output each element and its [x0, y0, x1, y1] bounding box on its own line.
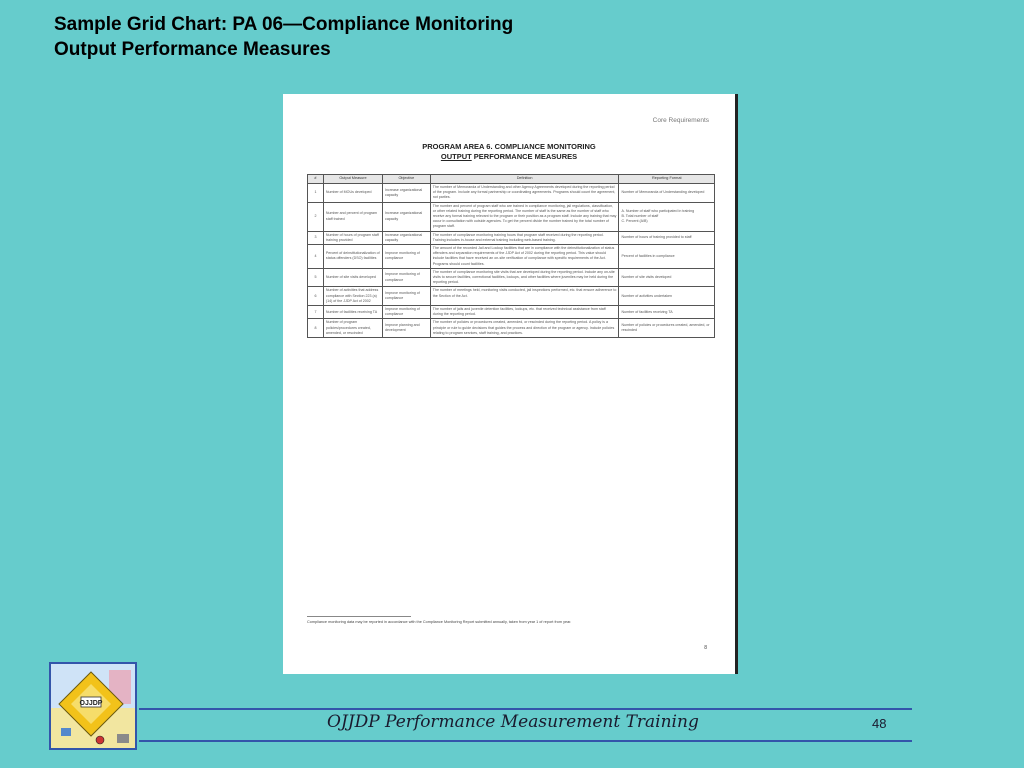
reporting-format-item: B. Total number of staff	[621, 214, 659, 219]
row-number-cell: 2	[308, 202, 324, 231]
reporting-format-list	[621, 209, 712, 225]
table-row	[308, 319, 715, 338]
col-objective-header: Objective	[383, 175, 431, 184]
footer-title: OJJDP Performance Measurement Training	[327, 712, 699, 732]
definition-cell: The number of meetings held, monitoring visits conducted, jail inspections performed, etc. that ensure adherence to the Section of the Act.	[430, 287, 619, 306]
footer-bottom-rule	[139, 740, 912, 742]
objective-cell: Improve monitoring of compliance	[383, 306, 431, 319]
table-body	[308, 184, 715, 338]
document-heading	[283, 142, 735, 162]
row-number-cell: 4	[308, 245, 324, 269]
reporting-format-cell	[619, 287, 715, 306]
table-row	[308, 287, 715, 306]
output-measure-cell: Percent of deinstitutionalization of status offenders (DSO) facilities	[323, 245, 382, 269]
slide-title	[54, 12, 754, 62]
definition-cell: The number of policies or procedures created, amended, or rescinded during the reporting period. A policy is a principle or rule to guide decisions that guides the process and direction of the program or agency. Include policies relating to program services, staff training, and practices.	[430, 319, 619, 338]
slide-title-line-1: Sample Grid Chart: PA 06—Compliance Monitoring	[54, 14, 514, 35]
ojjdp-logo	[49, 662, 137, 750]
heading-output-word: OUTPUT	[440, 152, 472, 161]
col-reporting-header: Reporting Format	[619, 175, 715, 184]
output-measure-cell: Number of hours of program staff training provided	[323, 231, 382, 244]
definition-cell: The number of Memoranda of Understanding and other Agency Agreements developed during the reporting period of the program. Include any formal partnership or coordinating agreements. Programs should count the agreement, not parties.	[430, 184, 619, 203]
output-measure-cell: Number of facilities receiving TA	[323, 306, 382, 319]
objective-cell: Improve planning and development	[383, 319, 431, 338]
reporting-format-item: Percent of facilities in compliance	[621, 253, 675, 258]
objective-cell: Increase organizational capacity	[383, 202, 431, 231]
table-row	[308, 245, 715, 269]
table-row	[308, 202, 715, 231]
reporting-format-list	[621, 294, 712, 299]
objective-cell: Improve monitoring of compliance	[383, 287, 431, 306]
reporting-format-cell	[619, 184, 715, 203]
table-row	[308, 184, 715, 203]
output-measure-cell: Number of program policies/procedures created, amended, or rescinded	[323, 319, 382, 338]
document-heading-line-1: PROGRAM AREA 6. COMPLIANCE MONITORING	[422, 142, 596, 151]
reporting-format-cell	[619, 231, 715, 244]
page-number: 8	[704, 645, 707, 651]
col-measure-header: Output Measure	[323, 175, 382, 184]
output-measure-cell: Number of MOUs developed	[323, 184, 382, 203]
row-number-cell: 8	[308, 319, 324, 338]
logo-graphic	[51, 664, 135, 748]
logo-text: OJJDP	[79, 700, 103, 707]
row-number-cell: 3	[308, 231, 324, 244]
reporting-format-cell	[619, 306, 715, 319]
output-measure-cell: Number of site visits developed	[323, 268, 382, 287]
reporting-format-item: Number of activities undertaken	[621, 293, 673, 298]
col-num-header: #	[308, 175, 324, 184]
objective-cell: Increase organizational capacity	[383, 184, 431, 203]
footnote-rule	[307, 616, 411, 617]
measures-table	[307, 174, 715, 338]
reporting-format-list	[621, 254, 712, 259]
reporting-format-item: C. Percent (A/B)	[621, 219, 648, 224]
reporting-format-cell	[619, 202, 715, 231]
document-heading-line-2	[283, 152, 735, 162]
reporting-format-item: Number of policies or procedures created, amended, or rescinded	[621, 323, 710, 333]
footnote: Compliance monitoring data may be reported in accordance with the Compliance Monitoring Report submitted annually, taken from year 1 of report from year.	[307, 620, 572, 624]
row-number-cell: 1	[308, 184, 324, 203]
document-page	[283, 94, 738, 674]
table-row	[308, 306, 715, 319]
heading-rest: PERFORMANCE MEASURES	[471, 152, 578, 161]
definition-cell: The number and percent of program staff who are trained in compliance monitoring, jail regulations, classification, or other related training during the reporting period. The number of staff is the same as the number of staff who receive any formal training relevant to the program or their position as a program staff. Include any training that may occur in consultation with outside agencies. To get the percent divide the number trained by the total number of program staff.	[430, 202, 619, 231]
definition-cell: The number of jails and juvenile detention facilities, lockups, etc. that received technical assistance from staff during the reporting period.	[430, 306, 619, 319]
col-definition-header: Definition	[430, 175, 619, 184]
objective-cell: Improve monitoring of compliance	[383, 268, 431, 287]
reporting-format-list	[621, 190, 712, 195]
reporting-format-cell	[619, 319, 715, 338]
definition-cell: The amount of the recorded Jail and Lockup facilities that are in compliance with the deinstitutionalization of status offenders and separation requirements of the JJDP Act of 2002 during the reporting period. This value should include facilities that have received an on-site verification of compliance with specific requirements of the Act. Programs should count facilities.	[430, 245, 619, 269]
slide-number: 48	[872, 716, 887, 731]
table-row	[308, 268, 715, 287]
reporting-format-cell	[619, 245, 715, 269]
table-header-row	[308, 175, 715, 184]
output-measure-cell: Number of activities that address compliance with Section 223 (a) (14) of the JJDP Act of 2002	[323, 287, 382, 306]
row-number-cell: 7	[308, 306, 324, 319]
objective-cell: Increase organizational capacity	[383, 231, 431, 244]
table-row	[308, 231, 715, 244]
reporting-format-cell	[619, 268, 715, 287]
reporting-format-item: Number of facilities receiving TA	[621, 309, 673, 314]
reporting-format-item: Number of site visits developed	[621, 275, 672, 280]
reporting-format-item: Number of Memoranda of Understanding developed	[621, 190, 705, 195]
objective-cell: Improve monitoring of compliance	[383, 245, 431, 269]
reporting-format-list	[621, 275, 712, 280]
reporting-format-list	[621, 310, 712, 315]
definition-cell: The number of compliance monitoring training hours that program staff received during the reporting period. Training includes in-house and external training including web-based training.	[430, 231, 619, 244]
reporting-format-item: A. Number of staff who participated in training	[621, 208, 695, 213]
output-measure-cell: Number and percent of program staff trained	[323, 202, 382, 231]
reporting-format-item: Number of hours of training provided to staff	[621, 235, 692, 240]
reporting-format-list	[621, 235, 712, 240]
row-number-cell: 6	[308, 287, 324, 306]
slide-title-line-2: Output Performance Measures	[54, 39, 331, 60]
definition-cell: The number of compliance monitoring site visits that are developed during the reporting period. Include any on-site visits to secure facilities, correctional facilities, lockups, and other facilities where juveniles may be held during the reporting period.	[430, 268, 619, 287]
core-requirements-label: Core Requirements	[652, 117, 709, 124]
footer-top-rule	[139, 708, 912, 710]
reporting-format-list	[621, 323, 712, 333]
row-number-cell: 5	[308, 268, 324, 287]
